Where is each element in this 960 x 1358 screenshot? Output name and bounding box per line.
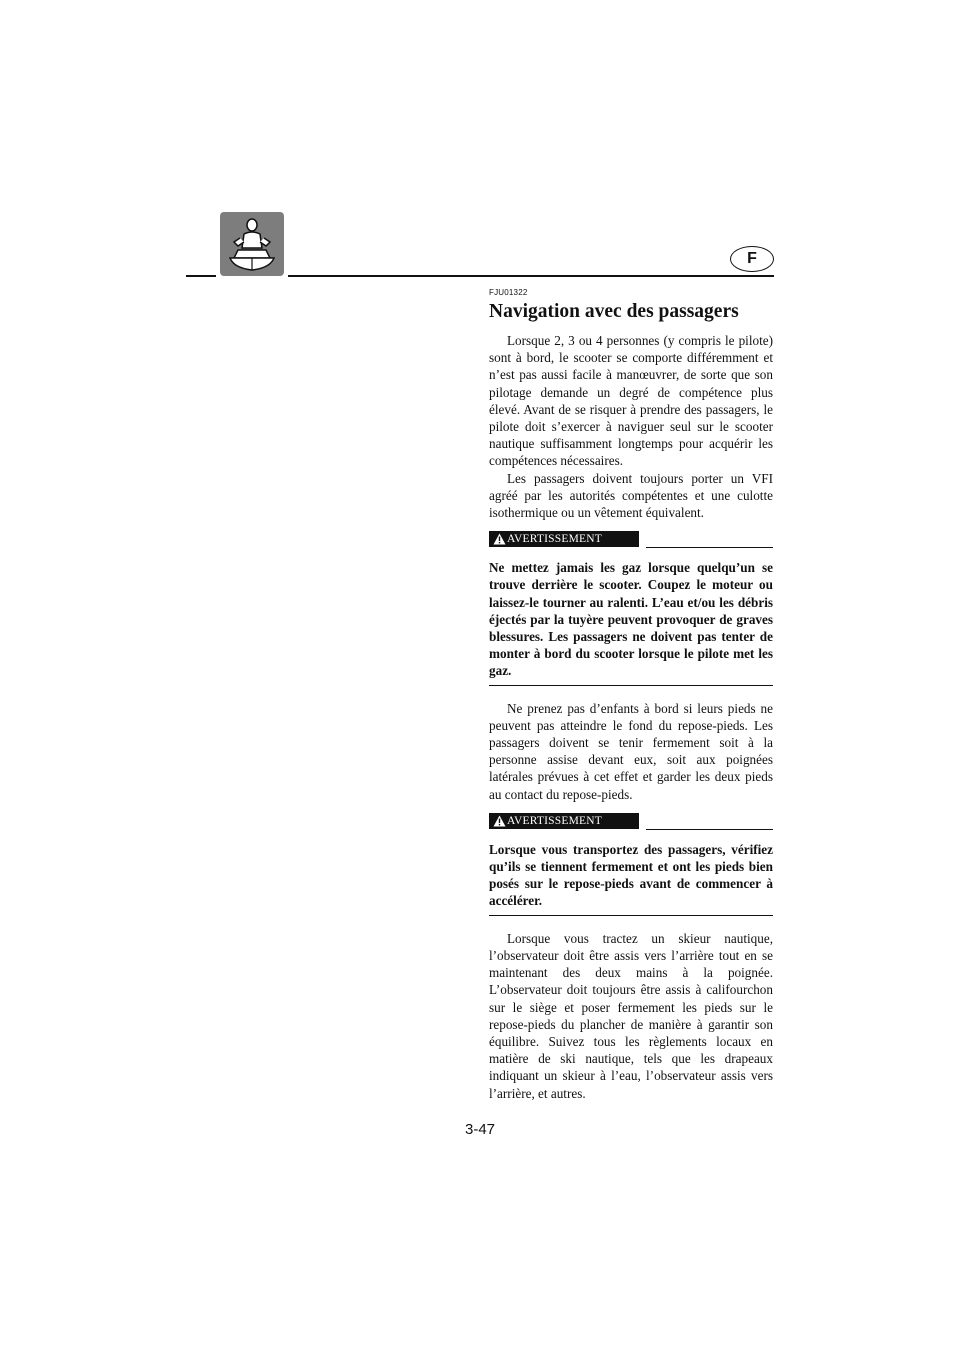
paragraph: Ne prenez pas d’enfants à bord si leurs pieds ne peuvent pas atteindre le fond du repose-pieds. Les passagers doivent se tenir fermement soit à la personne assise devant eux, soit aux poignées latérales prévues à cet effet et garder les deux pieds au contact du repose-pieds. <box>489 700 773 802</box>
paragraph: Lorsque vous tractez un skieur nautique, l’observateur doit être assis vers l’arrière tout en se maintenant des deux mains à la poignée. L’observateur doit toujours être assis à califourchon sur le siège et poser fermement les pieds sur le repose-pieds du plancher de manière à garantir son équilibre. Suivez tous les règlements locaux en matière de ski nautique, tels que les drapeaux indiquant un skieur à l’eau, l’observateur assis vers l’arrière, et autres. <box>489 930 773 1101</box>
warning-rule <box>646 547 773 548</box>
warning-box <box>489 813 773 916</box>
warning-label-text: AVERTISSEMENT <box>507 814 602 827</box>
warning-triangle-icon <box>493 533 506 545</box>
section-code: FJU01322 <box>489 288 528 297</box>
warning-triangle-icon <box>493 815 506 827</box>
warning-box <box>489 531 773 685</box>
section-title: Navigation avec des passagers <box>489 301 739 322</box>
warning-label <box>489 531 639 547</box>
header-rule-left <box>186 275 216 277</box>
paragraph: Les passagers doivent toujours porter un VFI agréé par les autorités compétentes et une culotte isothermique ou un vêtement équivalent. <box>489 470 773 521</box>
paragraph: Lorsque 2, 3 ou 4 personnes (y compris le pilote) sont à bord, le scooter se comporte différemment et n’est pas aussi facile à manœuvrer, de sorte que son pilotage demande un degré de compétence plus élevé. Avant de se risquer à prendre des passagers, le pilote doit s’exercer à naviguer seul sur le scooter nautique suffisamment longtemps pour acquérir les compétences nécessaires. <box>489 333 773 469</box>
warning-label <box>489 813 639 829</box>
warning-text: Lorsque vous transportez des passagers, vérifiez qu’ils se tiennent fermement et ont les pieds bien posés sur le repose-pieds avant de commencer à accélérer. <box>489 841 773 916</box>
warning-rule <box>646 829 773 830</box>
jet-ski-rider-icon <box>220 212 284 276</box>
warning-header <box>489 813 773 833</box>
warning-header <box>489 531 773 551</box>
warning-text: Ne mettez jamais les gaz lorsque quelqu’un se trouve derrière le scooter. Coupez le moteur ou laissez-le tourner au ralenti. L’eau et/ou les débris éjectés par la tuyère peuvent provoquer de graves blessures. Les passagers ne doivent pas tenter de monter à bord du scooter lorsque le pilote met les gaz. <box>489 559 773 685</box>
page-number: 3-47 <box>464 1121 496 1138</box>
language-badge: F <box>730 246 774 272</box>
main-content <box>489 288 773 1102</box>
header-rule-right <box>288 275 774 277</box>
warning-label-text: AVERTISSEMENT <box>507 533 602 546</box>
